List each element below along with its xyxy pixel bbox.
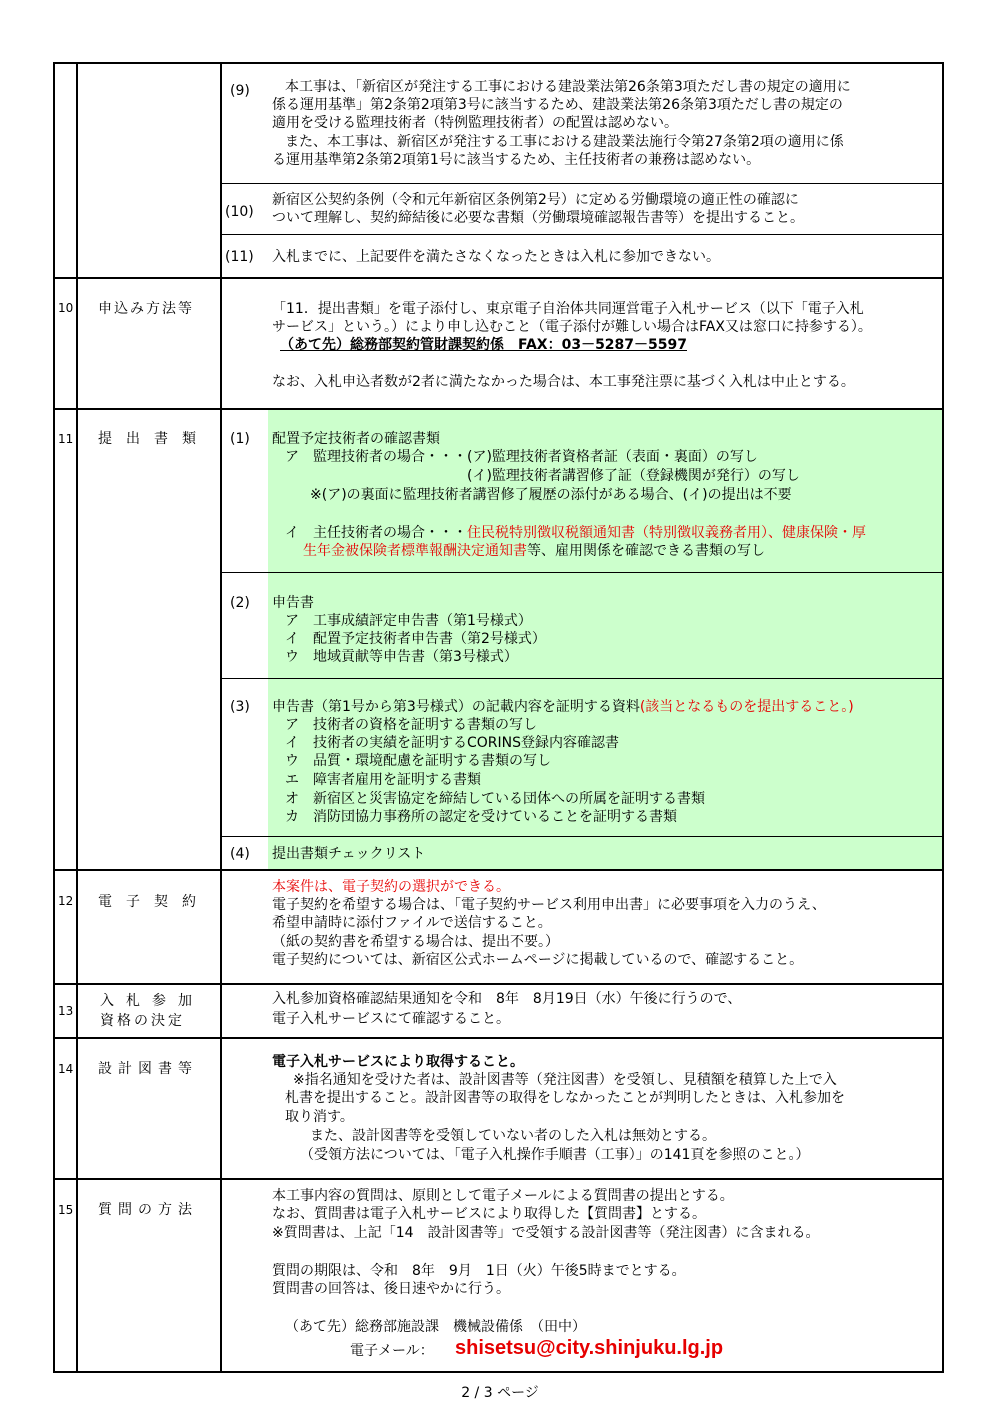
text-line: 電子入札サービスにて確認すること。 [272, 1011, 510, 1027]
row-divider [53, 408, 944, 410]
item-number: (4) [230, 846, 250, 862]
list-item: ウ 品質・環境配慮を証明する書類の写し [285, 753, 551, 769]
text-line: 質問の期限は、令和 8年 9月 1日（火）午後5時までとする。 [272, 1263, 686, 1279]
list-item: ア 技術者の資格を証明する書類の写し [285, 717, 537, 733]
row-number: 13 [58, 1004, 74, 1018]
list-item: ア 工事成績評定申告書（第1号様式） [285, 613, 532, 629]
text-line: ア 監理技術者の場合・・・(ア)監理技術者資格者証（表面・裏面）の写し [285, 449, 758, 465]
item-number: (9) [230, 83, 250, 99]
list-item: カ 消防団協力事務所の認定を受けていることを証明する書類 [285, 809, 677, 825]
text-line: なお、入札申込者数が2者に満たなかった場合は、本工事発注票に基づく入札は中止とする。 [272, 374, 855, 390]
text-line: 希望申請時に添付ファイルで送信すること。 [272, 915, 552, 931]
text-line: （受領方法については、「電子入札操作手順書（工事）」の141頁を参照のこと。） [300, 1147, 810, 1163]
item-title: 申告書（第1号から第3号様式）の記載内容を証明する資料(該当となるものを提出すること。) [272, 699, 854, 715]
text-line: 本工事は、「新宿区が発注する工事における建設業法第26条第3項ただし書の規定の適用に [285, 79, 851, 95]
text-line: ※(ア)の裏面に監理技術者講習修了履歴の添付がある場合、(イ)の提出は不要 [310, 487, 792, 503]
text-line: 質問書の回答は、後日速やかに行う。 [272, 1281, 510, 1297]
list-item: ウ 地域貢献等申告書（第3号様式） [285, 649, 518, 665]
sub-divider [221, 234, 943, 235]
item-number: (2) [230, 595, 250, 611]
sub-divider [221, 572, 943, 573]
sub-divider [221, 183, 943, 184]
email-label: 電子メール： [350, 1343, 434, 1359]
row-number: 14 [58, 1062, 74, 1076]
text-line: ついて理解し、契約締結後に必要な書類（労働環境確認報告書等）を提出すること。 [272, 210, 804, 226]
item-title: 申告書 [272, 595, 314, 611]
text-line: 係る運用基準」第2条第2項第3号に該当するため、建設業法第26条第3項ただし書の規定の [272, 97, 843, 113]
item-title: 配置予定技術者の確認書類 [272, 431, 440, 447]
instruction: 電子入札サービスにより取得すること。 [272, 1054, 524, 1070]
text-line: 新宿区公契約条例（令和元年新宿区条例第2号）に定める労働環境の適正性の確認に [272, 192, 799, 208]
text-line: 札書を提出すること。設計図書等の取得をしなかったことが判明したときは、入札参加を [285, 1090, 845, 1106]
list-item: イ 配置予定技術者申告書（第2号様式） [285, 631, 546, 647]
row-divider [53, 1037, 944, 1039]
row-label: 電子契約 [98, 894, 210, 910]
text-line: 入札参加資格確認結果通知を令和 8年 8月19日（水）午後に行うので、 [272, 991, 742, 1007]
row-label: 提出書類 [98, 431, 210, 447]
row-number: 10 [58, 301, 74, 315]
text-line: 本工事内容の質問は、原則として電子メールによる質問書の提出とする。 [272, 1188, 734, 1204]
item-number: (3) [230, 699, 250, 715]
text-line: る運用基準第2条第2項第1号に該当するため、主任技術者の兼務は認めない。 [272, 152, 761, 168]
text-line: なお、質問書は電子入札サービスにより取得した【質問書】とする。 [272, 1206, 706, 1222]
text-line: 生年金被保険者標準報酬決定通知書等、雇用関係を確認できる書類の写し [303, 543, 765, 559]
row-divider [53, 1178, 944, 1180]
text-line: ※質問書は、上記「14 設計図書等」で受領する設計図書等（発注図書）に含まれる。 [272, 1225, 820, 1241]
row-divider [53, 869, 944, 871]
text-line: 電子契約を希望する場合は、「電子契約サービス利用申出書」に必要事項を入力のうえ、 [272, 897, 826, 913]
row-divider [53, 983, 944, 985]
text-line: また、本工事は、新宿区が発注する工事における建設業法施行令第27条第2項の適用に係 [285, 134, 844, 150]
text-line: また、設計図書等を受領していない者のした入札は無効とする。 [310, 1128, 716, 1144]
text-line: （紙の契約書を希望する場合は、提出不要。） [272, 934, 559, 950]
list-item: イ 技術者の実績を証明するCORINS登録内容確認書 [285, 735, 620, 751]
text-line: ※指名通知を受けた者は、設計図書等（発注図書）を受領し、見積額を積算した上で入 [293, 1072, 837, 1088]
contact: （あて先）総務部施設課 機械設備係 （田中） [285, 1319, 586, 1335]
row-number: 15 [58, 1203, 74, 1217]
list-item: オ 新宿区と災害協定を締結している団体への所属を証明する書類 [285, 791, 705, 807]
item-number: (10) [225, 204, 254, 220]
text-line: (イ)監理技術者講習修了証（登録機関が発行）の写し [467, 468, 800, 484]
page-footer: 2 / 3 ページ [461, 1385, 539, 1401]
text-line: 取り消す。 [285, 1109, 354, 1125]
item-title: 提出書類チェックリスト [272, 846, 426, 862]
row-label: 申込み方法等 [98, 301, 194, 317]
row-number: 11 [58, 432, 74, 446]
row-label: 入札参加 [100, 993, 204, 1009]
text-line: イ 主任技術者の場合・・・住民税特別徴収税額通知書（特別徴収義務者用）、健康保険・厚 [285, 525, 866, 541]
notice: 本案件は、電子契約の選択ができる。 [272, 879, 510, 895]
sub-divider [221, 678, 943, 679]
row-label: 資格の決定 [100, 1013, 185, 1029]
col-divider [76, 62, 78, 1373]
item-number: (1) [230, 431, 250, 447]
text-line: 「11．提出書類」を電子添付し、東京電子自治体共同運営電子入札サービス（以下「電子入札 [272, 301, 864, 317]
row-divider [53, 277, 944, 279]
email-link[interactable]: shisetsu@city.shinjuku.lg.jp [455, 1337, 724, 1359]
text-line: 電子契約については、新宿区公式ホームページに掲載しているので、確認すること。 [272, 952, 804, 968]
row-label: 設計図書等 [98, 1061, 198, 1077]
text-line: サービス」という。）により申し込むこと（電子添付が難しい場合はFAX又は窓口に持参する）。 [272, 319, 872, 335]
row-label: 質問の方法 [98, 1202, 198, 1218]
row-number: 12 [58, 894, 74, 908]
fax-address: （あて先）総務部契約管財課契約係 FAX：03－5287－5597 [280, 337, 687, 353]
sub-divider [221, 836, 943, 837]
item-number: (11) [225, 249, 254, 265]
text-line: 入札までに、上記要件を満たさなくなったときは入札に参加できない。 [272, 249, 720, 265]
text-line: 適用を受ける監理技術者（特例監理技術者）の配置は認めない。 [272, 115, 678, 131]
col-divider [220, 62, 222, 1373]
list-item: エ 障害者雇用を証明する書類 [285, 772, 481, 788]
